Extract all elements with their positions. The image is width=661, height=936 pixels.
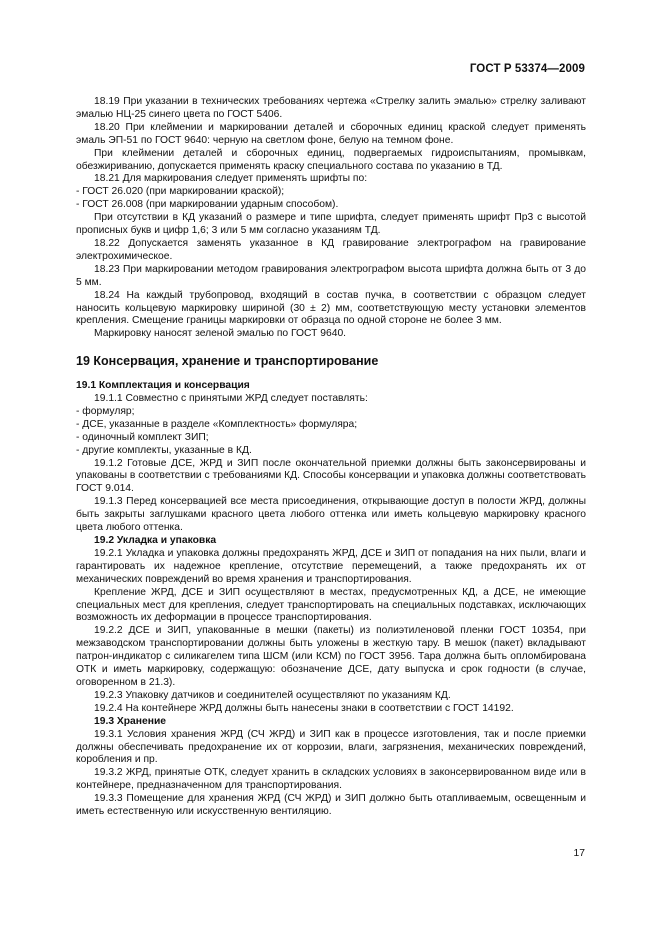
paragraph-19-2-2: 19.2.2 ДСЕ и ЗИП, упакованные в мешки (пакеты) из полиэтиленовой пленки ГОСТ 10354, при межзаводском транспортировании должны быть уложены в жесткую тару. В мешок (пакет) вкладывают патрон-индикатор с силикагелем типа ШСМ (или КСМ) по ГОСТ 3956. Тара должна быть опломбирована ОТК и иметь маркировку, содержащую: обозначение ДСЕ, дату выпуска и срок годности (в случае, оговоренном в 21.3).: [76, 625, 586, 688]
paragraph-18-19: 18.19 При указании в технических требованиях чертежа «Стрелку залить эмалью» стрелку заливают эмалью НЦ-25 синего цвета по ГОСТ 5406.: [76, 96, 586, 120]
paragraph-19-3-2: 19.3.2 ЖРД, принятые ОТК, следует хранить в складских условиях в законсервированном виде или в контейнере, предназначенном для транспортирования.: [76, 767, 586, 792]
paragraph-18-21-note: При отсутствии в КД указаний о размере и типе шрифта, следует применять шрифт Пр3 с высотой прописных букв и цифр 1,6; 3 или 5 мм согласно указаниям ТД.: [76, 212, 586, 237]
paragraph-19-1-2: 19.1.2 Готовые ДСЕ, ЖРД и ЗИП после окончательной приемки должны быть законсервированы и упакованы в соответствии с требованиями КД. Способы консервации и упаковка должны соответствовать ГОСТ 9.014.: [76, 457, 586, 495]
paragraph-19-2-1: 19.2.1 Укладка и упаковка должны предохранять ЖРД, ДСЕ и ЗИП от попадания на них пыли, влаги и гарантировать их надежное крепление, отсутствие перемещений, а также предохранять их от механических повреждений во время хранения и транспортирования.: [76, 547, 586, 585]
subsection-19-2-heading: 19.2 Укладка и упаковка: [94, 535, 217, 546]
page-number: 17: [573, 848, 585, 859]
paragraph-18-20-note: При клеймении деталей и сборочных единиц, подвергаемых гидроиспытаниям, промывкам, обезжириванию, допускается применять краску специального состава по указанию в ТД.: [76, 147, 586, 172]
paragraph-18-20: 18.20 При клеймении и маркировании деталей и сборочных единиц краской следует применять эмаль ЭП-51 по ГОСТ 9640: черную на светлом фоне, белую на темном фоне.: [76, 121, 586, 146]
paragraph-19-2-1-note: Крепление ЖРД, ДСЕ и ЗИП осуществляют в местах, предусмотренных КД, а ДСЕ, не имеющие специальных мест для крепления, следует транспортировать на специальных подставках, исключающих возможность их деформации в процессе транспортирования.: [76, 586, 586, 624]
page-body: [76, 96, 586, 819]
list-item: - формуляр;: [76, 405, 135, 417]
subsection-19-1-heading: 19.1 Комплектация и консервация: [76, 380, 250, 392]
paragraph-18-24-note: Маркировку наносят зеленой эмалью по ГОСТ 9640.: [94, 328, 347, 340]
paragraph-19-3-3: 19.3.3 Помещение для хранения ЖРД (СЧ ЖРД) и ЗИП должно быть отапливаемым, освещенным и иметь естественную или искусственную вентиляцию.: [76, 793, 586, 818]
paragraph-18-22: 18.22 Допускается заменять указанное в КД гравирование электрографом на гравирование электрохимическое.: [76, 237, 586, 262]
list-item: - ГОСТ 26.020 (при маркировании краской);: [76, 186, 285, 198]
standard-header: ГОСТ Р 53374—2009: [469, 63, 585, 75]
paragraph-18-21: 18.21 Для маркирования следует применять шрифты по:: [94, 173, 368, 185]
list-item: - другие комплекты, указанные в КД.: [76, 444, 252, 456]
paragraph-19-3-1: 19.3.1 Условия хранения ЖРД (СЧ ЖРД) и ЗИП как в процессе изготовления, так и после приемки должны обеспечивать предохранение их от коррозии, влаги, загрязнения, механических повреждений, коробления и пр.: [76, 728, 586, 766]
list-item: - ГОСТ 26.008 (при маркировании ударным способом).: [76, 199, 339, 211]
section-19-heading: 19 Консервация, хранение и транспортирование: [76, 354, 379, 369]
paragraph-18-23: 18.23 При маркировании методом гравирования электрографом высота шрифта должна быть от 3 до 5 мм.: [76, 263, 586, 288]
list-item: - ДСЕ, указанные в разделе «Комплектность» формуляра;: [76, 418, 358, 430]
paragraph-19-1-1: 19.1.1 Совместно с принятыми ЖРД следует поставлять:: [94, 393, 368, 405]
paragraph-19-2-3: 19.2.3 Упаковку датчиков и соединителей осуществляют по указаниям КД.: [94, 689, 451, 701]
paragraph-18-24: 18.24 На каждый трубопровод, входящий в состав пучка, в соответствии с образцом следует наносить кольцевую маркировку шириной (30 ± 2) мм, соответствующую месту установки элементов крепления. Смещение границы маркировки от образца по одной стороне не более 3 мм.: [76, 289, 586, 327]
subsection-19-3-heading: 19.3 Хранение: [94, 715, 167, 727]
paragraph-19-2-4: 19.2.4 На контейнере ЖРД должны быть нанесены знаки в соответствии с ГОСТ 14192.: [94, 702, 514, 714]
list-item: - одиночный комплект ЗИП;: [76, 431, 209, 443]
paragraph-19-1-3: 19.1.3 Перед консервацией все места присоединения, открывающие доступ в полости ЖРД, должны быть закрыты заглушками красного цвета любого оттенка или иметь кольцевую маркировку красного цвета любого оттенка.: [76, 496, 586, 534]
